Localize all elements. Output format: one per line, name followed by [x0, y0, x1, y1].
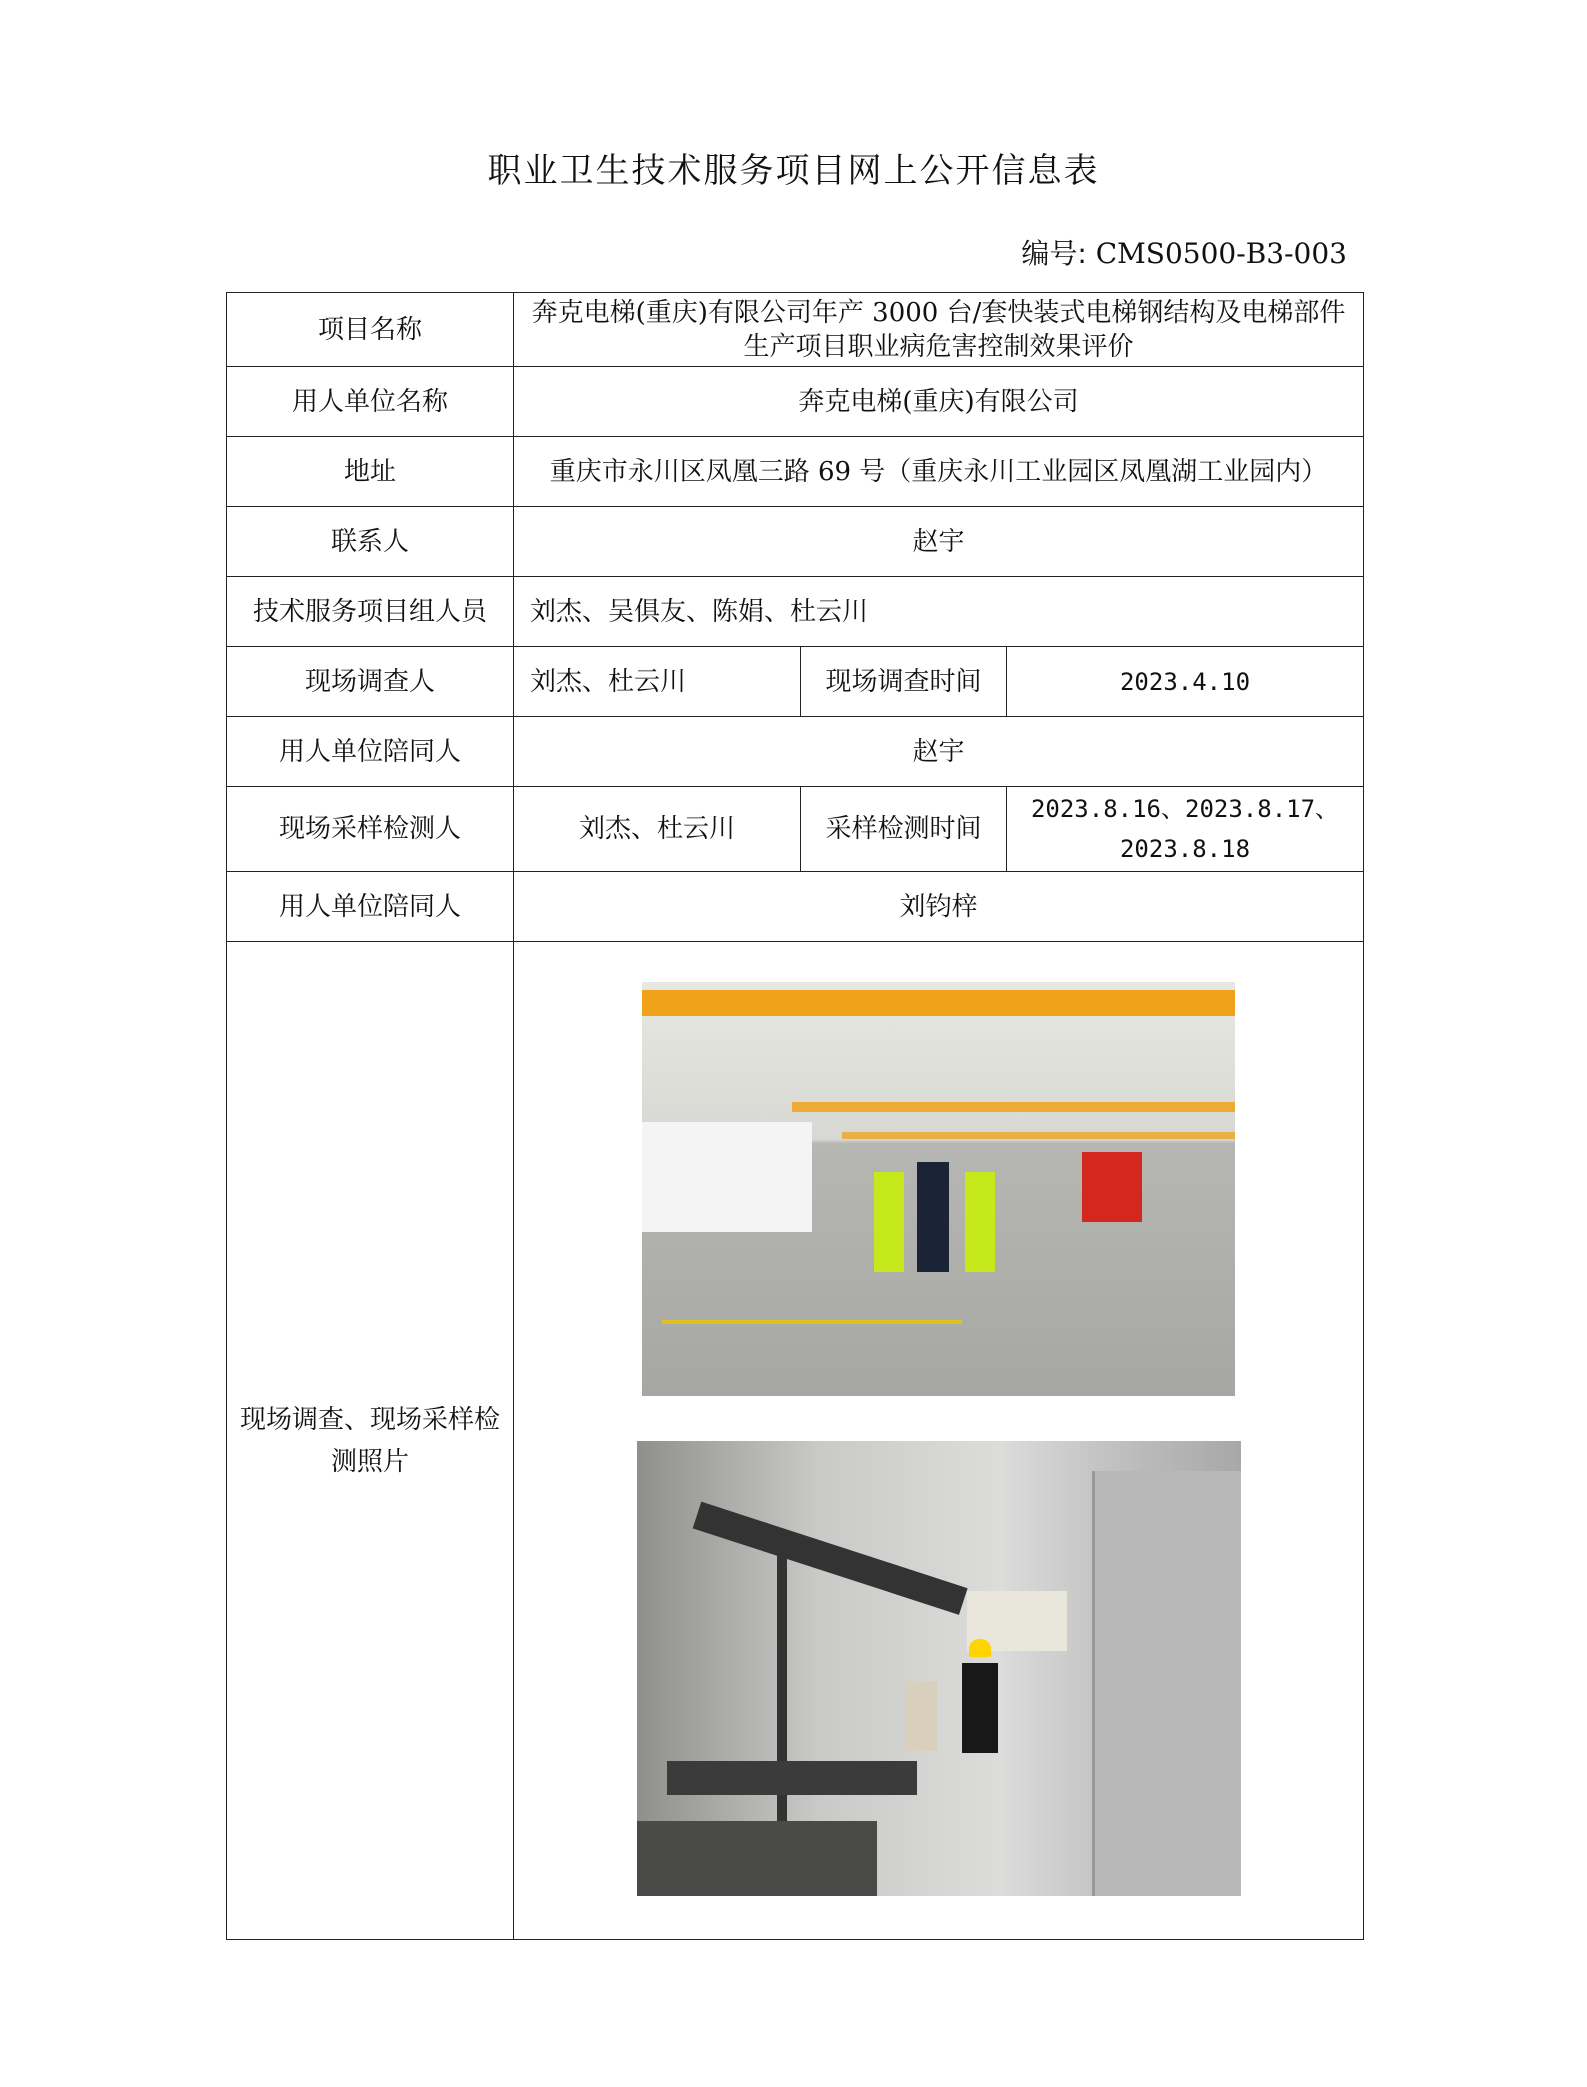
site-survey-photo: [642, 982, 1235, 1396]
label-survey: 现场调查人: [227, 647, 514, 717]
label-employer: 用人单位名称: [227, 367, 514, 437]
row-photos: [227, 942, 1364, 1940]
row-sampling-escort: [227, 872, 1364, 942]
page-title: 职业卫生技术服务项目网上公开信息表: [487, 151, 1100, 191]
value-employer: 奔克电梯(重庆)有限公司: [514, 367, 1364, 437]
value-sampling-escort: 刘钧梓: [514, 872, 1364, 942]
label-sampling-time: 采样检测时间: [801, 787, 1007, 872]
value-survey: 刘杰、杜云川: [514, 647, 801, 717]
row-address: [227, 437, 1364, 507]
value-sampling-time: 2023.8.16、2023.8.17、2023.8.18: [1007, 787, 1364, 872]
label-photos: 现场调查、现场采样检测照片: [227, 942, 514, 1940]
value-sampling: 刘杰、杜云川: [514, 787, 801, 872]
value-team: 刘杰、吴俱友、陈娟、杜云川: [514, 577, 1364, 647]
crane-beam: [642, 990, 1235, 1016]
label-project-name: 项目名称: [227, 293, 514, 367]
photos-cell: [514, 942, 1364, 1940]
row-contact: [227, 507, 1364, 577]
value-contact: 赵宇: [514, 507, 1364, 577]
label-survey-time: 现场调查时间: [801, 647, 1007, 717]
row-survey-escort: [227, 717, 1364, 787]
row-project-name: [227, 293, 1364, 367]
label-survey-escort: 用人单位陪同人: [227, 717, 514, 787]
document-code: [1021, 232, 1347, 272]
label-contact: 联系人: [227, 507, 514, 577]
value-survey-escort: 赵宇: [514, 717, 1364, 787]
value-survey-time: 2023.4.10: [1007, 647, 1364, 717]
label-sampling: 现场采样检测人: [227, 787, 514, 872]
value-project-name: 奔克电梯(重庆)有限公司年产 3000 台/套快装式电梯钢结构及电梯部件生产项目职业病危害控制效果评价: [514, 293, 1364, 367]
label-sampling-escort: 用人单位陪同人: [227, 872, 514, 942]
code-label: 编号:: [1021, 237, 1087, 270]
value-address: 重庆市永川区凤凰三路 69 号（重庆永川工业园区凤凰湖工业园内）: [514, 437, 1364, 507]
label-team: 技术服务项目组人员: [227, 577, 514, 647]
sampling-photo: [637, 1441, 1241, 1896]
row-sampling: [227, 787, 1364, 872]
row-employer: [227, 367, 1364, 437]
label-address: 地址: [227, 437, 514, 507]
row-survey: [227, 647, 1364, 717]
code-value: CMS0500-B3-003: [1095, 237, 1347, 270]
info-table: [226, 292, 1364, 1940]
row-team: [227, 577, 1364, 647]
